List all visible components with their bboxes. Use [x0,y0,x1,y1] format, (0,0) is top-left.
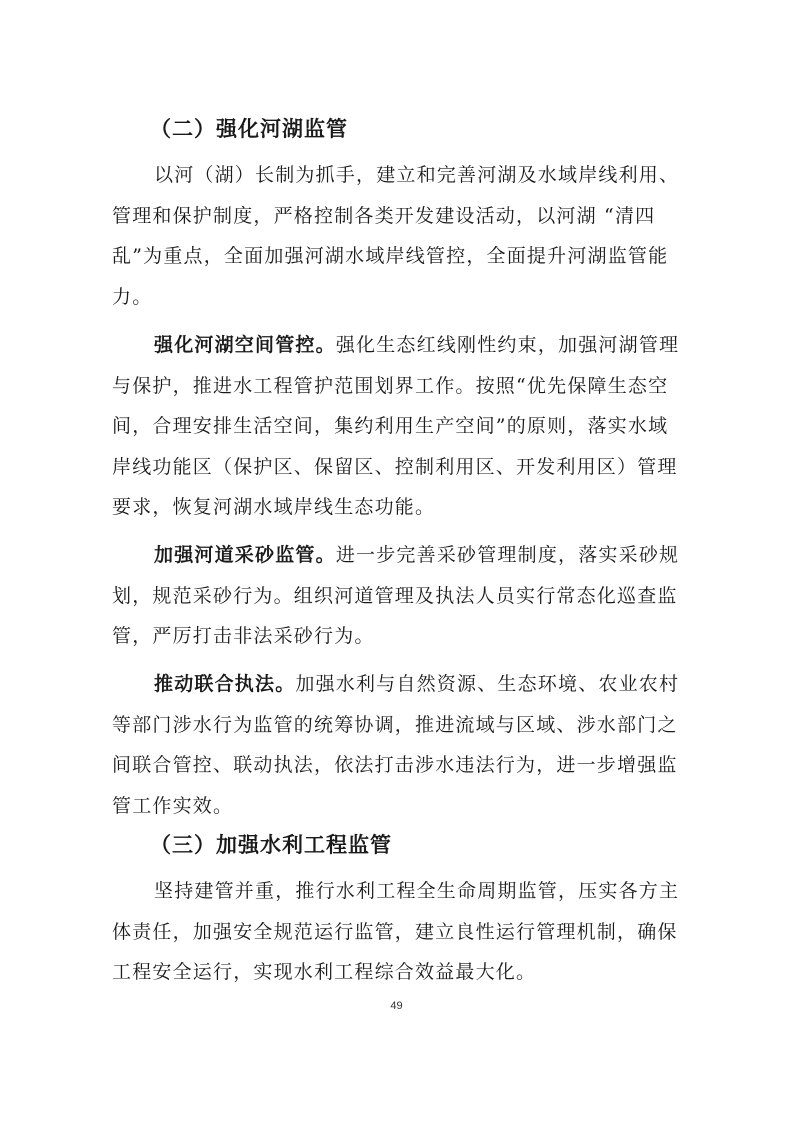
paragraph-line: 岸线功能区（保护区、保留区、控制利用区、开发利用区）管理 [112,455,678,478]
paragraph-line: 进一步完善采砂管理制度，落实采砂规 [335,544,680,566]
paragraph-line: 乱”为重点，全面加强河湖水域岸线管控，全面提升河湖监管能 [112,245,669,267]
section-heading-2: （二）强化河湖监管 [150,117,348,141]
paragraph-line: 以河（湖）长制为抓手，建立和完善河湖及水域岸线利用、 [154,164,680,186]
paragraph-line: 间联合管控、联动执法，依法打击涉水违法行为，进一步增强监 [112,754,678,776]
paragraph-space-control [112,325,702,528]
paragraph-lead: 推动联合执法。 [154,673,296,695]
paragraph-line: 加强水利与自然资源、生态环境、农业农村 [295,673,680,695]
paragraph-line: 管，严厉打击非法采砂行为。 [112,625,375,647]
paragraph-joint-enforcement [112,664,702,826]
paragraph-engineering-supervision [112,871,702,993]
paragraph-line: 强化生态红线刚性约束，加强河湖管理 [335,334,680,356]
paragraph-line: 管理和保护制度，严格控制各类开发建设活动，以河湖 “清四 [112,204,656,227]
paragraph-line: 等部门涉水行为监管的统筹协调，推进流域与区域、涉水部门之 [112,713,678,736]
paragraph-line: 划，规范采砂行为。组织河道管理及执法人员实行常态化巡查监 [112,584,678,607]
page-number: 49 [390,1000,403,1012]
paragraph-line: 与保护，推进水工程管护范围划界工作。按照“优先保障生态空 [112,374,669,397]
section-heading-3: （三）加强水利工程监管 [150,833,392,857]
paragraph-line: 管工作实效。 [112,794,234,817]
paragraph-river-lake-chief [112,155,702,317]
paragraph-line: 要求，恢复河湖水域岸线生态功能。 [112,496,436,518]
paragraph-lead: 强化河湖空间管控。 [154,334,336,356]
paragraph-line: 工程安全运行，实现水利工程综合效益最大化。 [112,961,537,983]
paragraph-line: 坚持建管并重，推行水利工程全生命周期监管，压实各方主 [154,880,680,902]
paragraph-line: 间，合理安排生活空间，集约利用生产空间”的原则，落实水域 [112,415,669,437]
paragraph-line: 体责任，加强安全规范运行监管，建立良性运行管理机制，确保 [112,920,678,943]
paragraph-lead: 加强河道采砂监管。 [154,544,336,566]
paragraph-sand-mining [112,535,702,657]
paragraph-line: 力。 [112,285,153,308]
